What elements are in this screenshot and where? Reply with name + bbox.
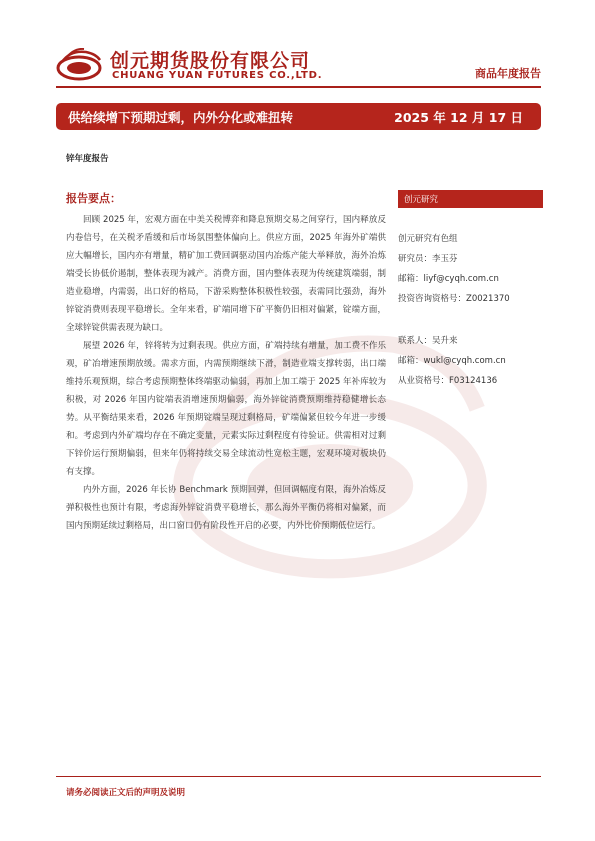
researcher-license: 投资咨询资格号：Z0021370 [398,294,510,304]
researcher-name: 研究员：李玉芬 [398,254,458,264]
report-date: 2025 年 12 月 17 日 [394,110,523,125]
sidebar-header: 创元研究 [398,190,543,208]
research-sidebar [398,190,543,387]
report-summary [66,190,386,535]
header-divider [56,86,541,88]
report-title: 供给续增下预期过剩，内外分化或难扭转 [68,110,294,125]
footer-divider [56,776,541,777]
summary-paragraph: 回顾 2025 年，宏观方面在中美关税博弈和降息预期交易之间穿行，国内释放反内卷信号，在关税矛盾缓和后市场氛围整体偏向上。供应方面，2025 年海外矿端供应大幅增长，国内亦有增量，精矿加工费回调驱动国内冶炼产能大举释放，海外冶炼端受长协低价遏制，整体表现为减产。消费方面，国内整体表现为传统建筑端弱，制造业稳增，内需弱，出口好的格局，下游采购整体积极性较强，表需同比强劲，海外锌锭消费则表现平稳增长。全年来看，矿端同增下矿平衡仍旧相对偏紧，锭端方面，全球锌锭供需表现为缺口。 [66,215,386,333]
title-banner [56,103,541,130]
summary-paragraph: 内外方面，2026 年长协 Benchmark 预期回弹，但回调幅度有限，海外冶炼反弹积极性也预计有限，考虑海外锌锭消费平稳增长，那么海外平衡仍将相对偏紧，而国内预期延续过剩格局，出口窗口仍有阶段性开启的必要，内外比价预期低位运行。 [66,485,386,531]
disclaimer-note: 请务必阅读正文后的声明及说明 [66,788,186,798]
contact-license: 从业资格号：F03124136 [398,376,498,386]
contact-name: 联系人：吴升来 [398,336,458,346]
summary-paragraph: 展望 2026 年，锌将转为过剩表现。供应方面，矿端持续有增量，加工费不作乐观，矿冶增速预期放缓。需求方面，内需预期继续下滑，制造业端支撑转弱，出口端维持乐观预期，综合考虑预期整体终端驱动偏弱，再加上加工端于 2025 年补库较为积极，对 2026 年国内锭端表消增速预期偏弱，海外锌锭消费预期维持稳健增长态势。从平衡结果来看，2026 年预期锭端呈现过剩格局，矿端偏紧但较今年进一步缓和。考虑到内外矿端均存在不确定变量，元素实际过剩程度有待验证。供需相对过剩下锌价运行预期偏弱，但来年仍将持续交易全球流动性宽松主题，宏观环境对板块仍有支撑。 [66,341,386,477]
logo-mark-icon [56,48,102,82]
company-name-cn: 创元期货股份有限公司 [110,50,311,72]
report-subtitle: 锌年度报告 [66,154,109,164]
contact-email[interactable]: 邮箱：wukl@cyqh.com.cn [398,356,506,366]
company-name-en: CHUANG YUAN FUTURES CO.,LTD. [112,70,323,81]
summary-heading: 报告要点： [66,192,121,205]
research-group: 创元研究有色组 [398,234,458,244]
company-logo [56,46,356,86]
report-type: 商品年度报告 [475,67,541,80]
researcher-email[interactable]: 邮箱：liyf@cyqh.com.cn [398,274,499,284]
